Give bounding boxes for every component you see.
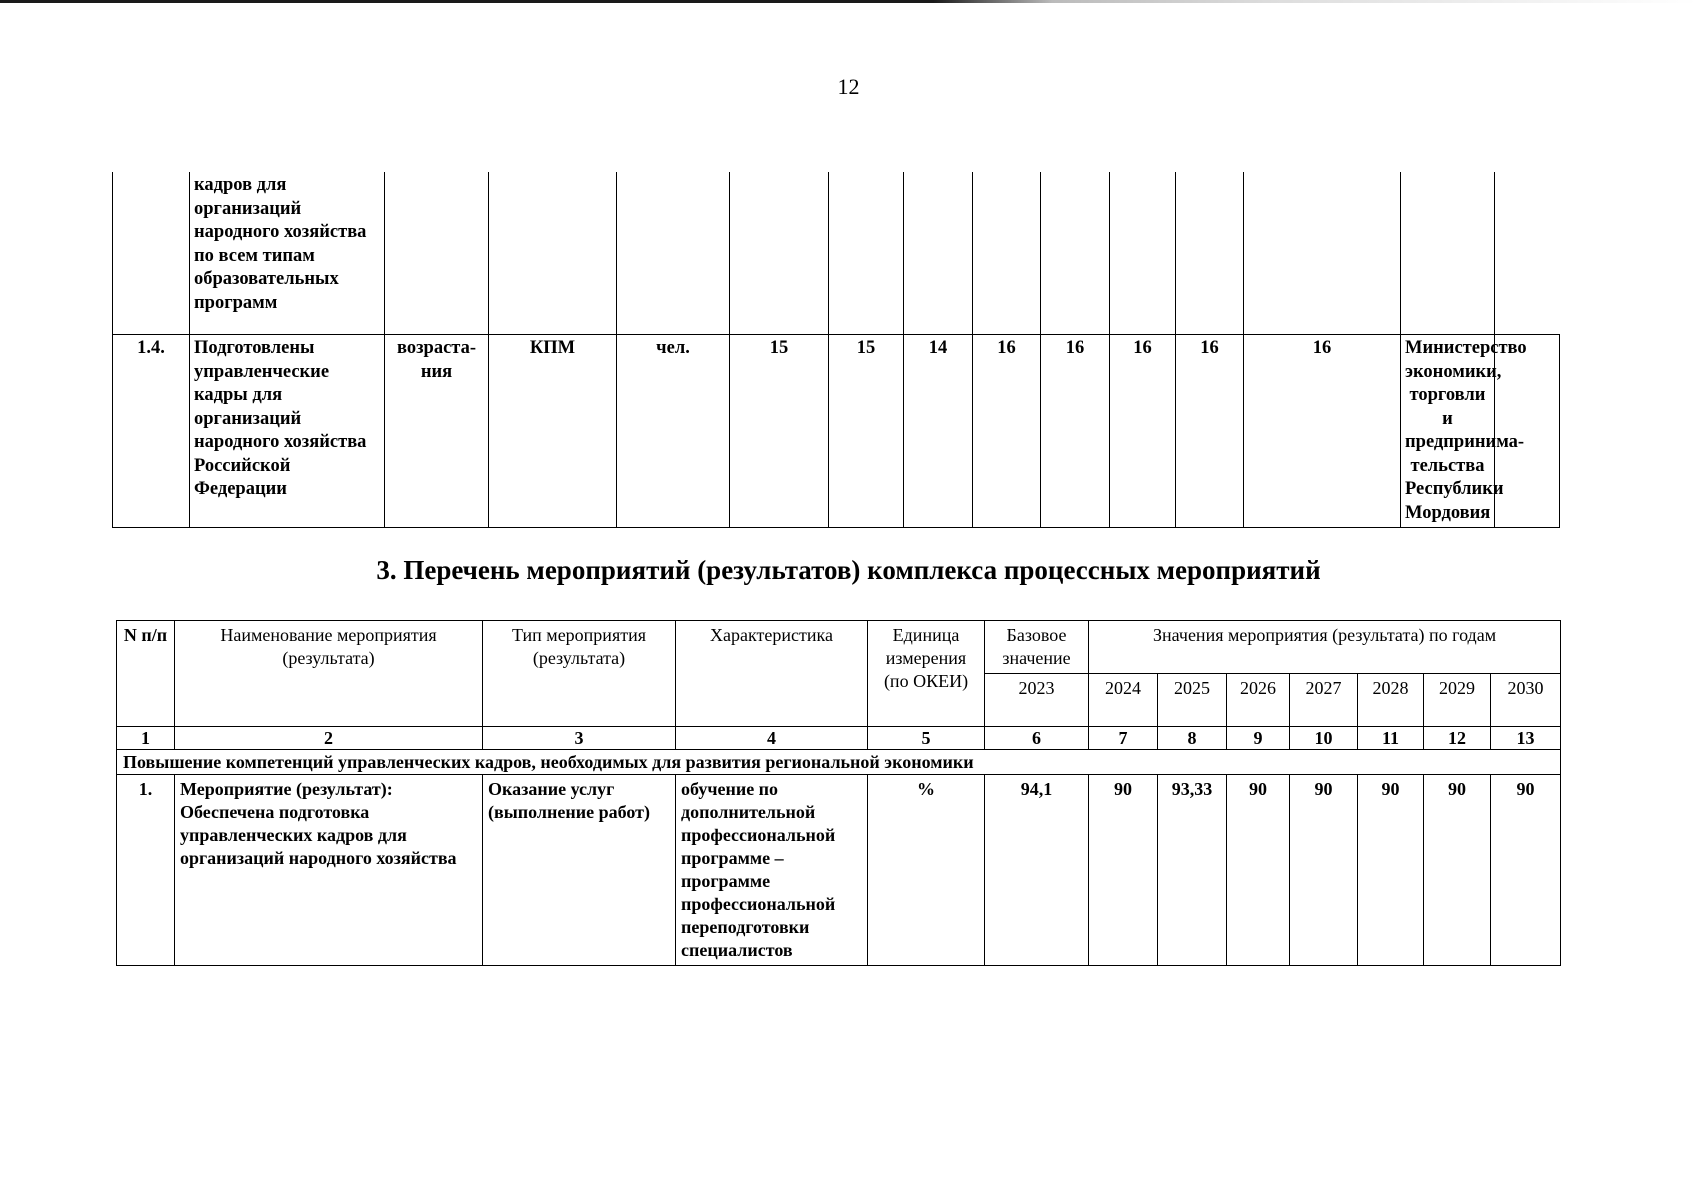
column-number: 4	[676, 727, 868, 750]
header-unit: Единица измерения (по ОКЕИ)	[868, 621, 985, 727]
page-number: 12	[837, 74, 860, 99]
responsible-cell: Министерство экономики, торговли и предпринима-тельства Республики Мордовия	[1401, 335, 1495, 528]
header-year: 2024	[1089, 674, 1158, 727]
measure-base-value: 94,1	[985, 775, 1089, 966]
header-type: Тип мероприятия (результата)	[483, 621, 676, 727]
header-year: 2030	[1491, 674, 1561, 727]
column-number: 10	[1290, 727, 1358, 750]
indicator-unit: чел.	[617, 335, 730, 528]
measure-characteristic: обучение по дополнительной профессиональной программе – программе профессиональной переподготовки специалистов	[676, 775, 868, 966]
table-row	[113, 172, 1560, 335]
value-cell: 16	[1244, 335, 1401, 528]
group-title: Повышение компетенций управленческих кадров, необходимых для развития региональной экономики	[117, 750, 1561, 775]
column-number: 5	[868, 727, 985, 750]
measure-name: Мероприятие (результат): Обеспечена подготовка управленческих кадров для организаций народного хозяйства	[175, 775, 483, 966]
column-number: 7	[1089, 727, 1158, 750]
passport-indicators-table	[112, 172, 1560, 528]
column-number: 6	[985, 727, 1089, 750]
column-number: 3	[483, 727, 676, 750]
value-cell: 90	[1089, 775, 1158, 966]
table-row	[113, 335, 1560, 528]
header-year: 2028	[1358, 674, 1424, 727]
indicator-type: КПМ	[489, 335, 617, 528]
value-cell: 15	[730, 335, 829, 528]
header-name: Наименование мероприятия (результата)	[175, 621, 483, 727]
header-year: 2026	[1227, 674, 1290, 727]
value-cell: 90	[1424, 775, 1491, 966]
extra-cell	[1495, 335, 1560, 528]
header-num: N п/п	[117, 621, 175, 727]
row-number: 1.4.	[113, 335, 190, 528]
measure-unit: %	[868, 775, 985, 966]
column-number: 2	[175, 727, 483, 750]
column-number: 13	[1491, 727, 1561, 750]
header-base-year: 2023	[985, 674, 1089, 727]
column-number: 8	[1158, 727, 1227, 750]
header-base: Базовое значение	[985, 621, 1089, 674]
value-cell: 16	[1176, 335, 1244, 528]
value-cell: 90	[1227, 775, 1290, 966]
header-characteristic: Характеристика	[676, 621, 868, 727]
value-cell: 14	[904, 335, 973, 528]
value-cell: 16	[973, 335, 1041, 528]
header-values-group: Значения мероприятия (результата) по годам	[1089, 621, 1561, 674]
indicator-attribute: возраста-ния	[385, 335, 489, 528]
row-number: 1.	[117, 775, 175, 966]
column-numbers-row	[117, 727, 1561, 750]
column-number: 9	[1227, 727, 1290, 750]
section-title: 3. Перечень мероприятий (результатов) комплекса процессных мероприятий	[376, 555, 1321, 585]
column-number: 11	[1358, 727, 1424, 750]
column-number: 1	[117, 727, 175, 750]
header-year: 2027	[1290, 674, 1358, 727]
indicator-name: Подготовлены управленческие кадры для организаций народного хозяйства Российской Федерации	[190, 335, 385, 528]
measures-table	[116, 620, 1561, 966]
value-cell: 90	[1358, 775, 1424, 966]
header-year: 2025	[1158, 674, 1227, 727]
value-cell: 90	[1491, 775, 1561, 966]
header-row	[117, 621, 1561, 674]
value-cell: 16	[1041, 335, 1110, 528]
continuation-name-cell: кадров для организаций народного хозяйства по всем типам образовательных программ	[190, 172, 385, 335]
scan-edge-line	[0, 0, 1697, 3]
value-cell: 93,33	[1158, 775, 1227, 966]
value-cell: 90	[1290, 775, 1358, 966]
measure-type: Оказание услуг (выполнение работ)	[483, 775, 676, 966]
value-cell: 16	[1110, 335, 1176, 528]
column-number: 12	[1424, 727, 1491, 750]
value-cell: 15	[829, 335, 904, 528]
group-title-row	[117, 750, 1561, 775]
table-row	[117, 775, 1561, 966]
header-year: 2029	[1424, 674, 1491, 727]
